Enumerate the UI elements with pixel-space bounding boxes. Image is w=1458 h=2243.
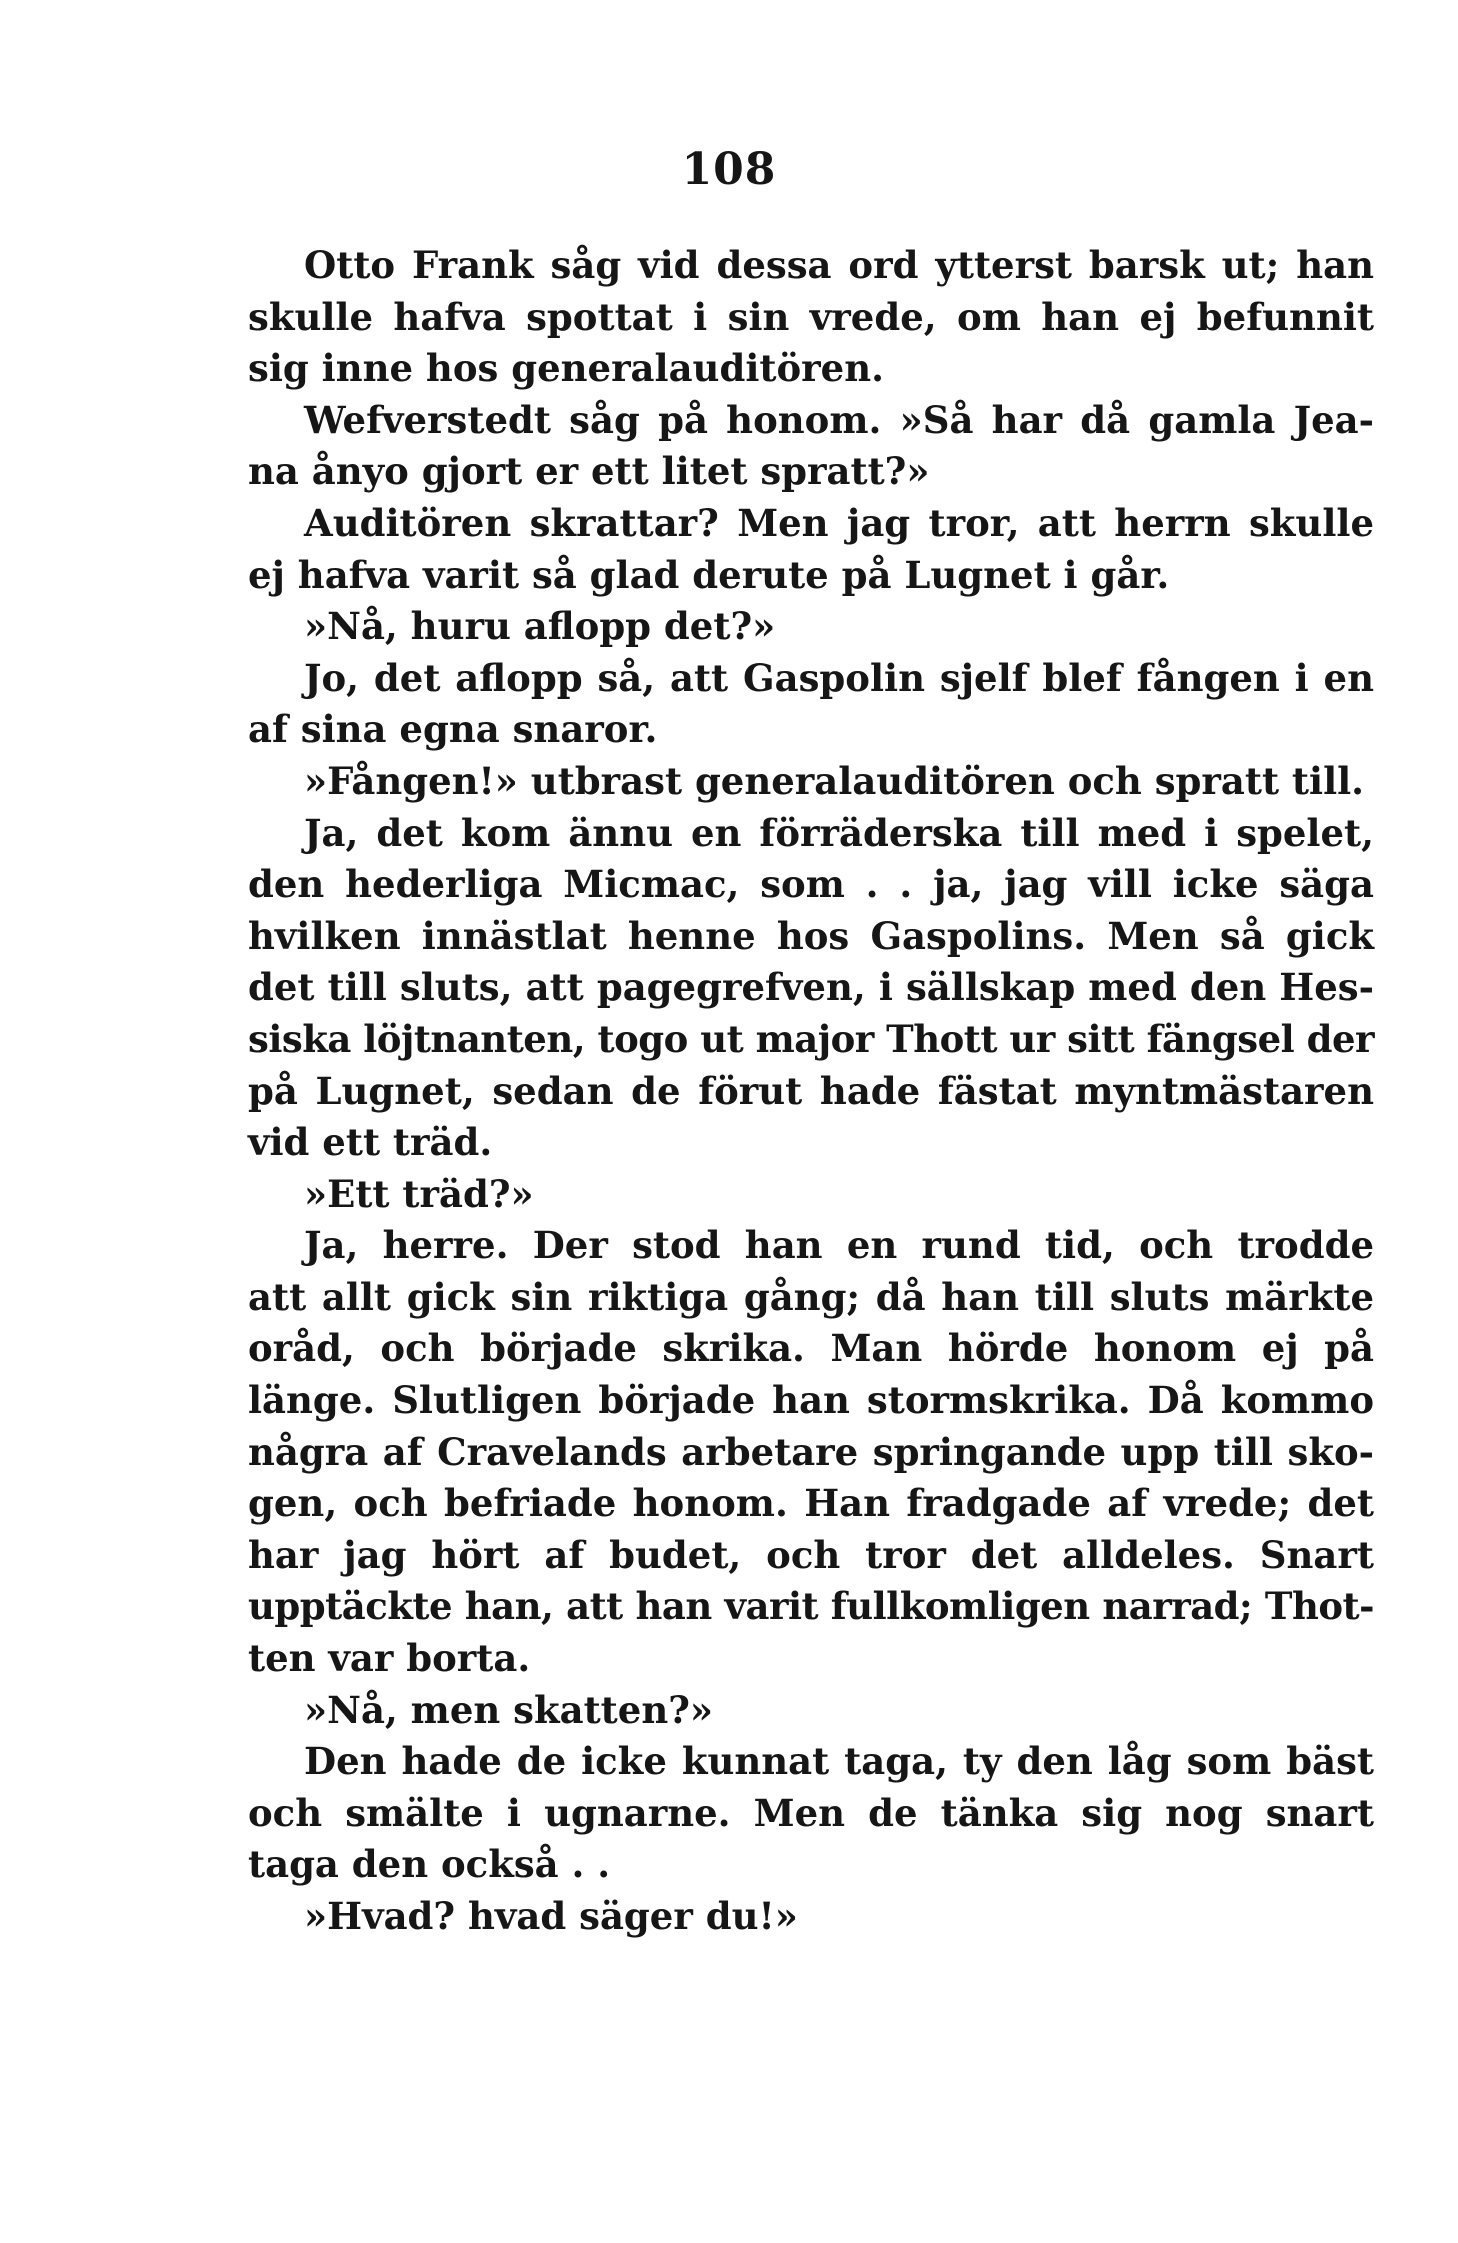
text-line: ten var borta. bbox=[248, 1636, 531, 1681]
text-line: »Hvad? hvad säger du!» bbox=[304, 1894, 798, 1938]
text-line: gen, och befriade honom. Han fradgade af vrede; det bbox=[248, 1481, 1374, 1526]
text-line: Wefverstedt såg på honom. »Så har då gamla Jea- bbox=[304, 397, 1374, 442]
body-text bbox=[248, 240, 1374, 1943]
text-line: har jag hört af budet, och tror det alldeles. Snart bbox=[248, 1532, 1374, 1577]
text-line: Otto Frank såg vid dessa ord ytterst barsk ut; han bbox=[304, 243, 1374, 287]
text-line: vid ett träd. bbox=[248, 1120, 493, 1165]
text-line: och smälte i ugnarne. Men de tänka sig nog snart bbox=[248, 1790, 1374, 1835]
text-line: det till sluts, att pagegrefven, i sällskap med den Hes- bbox=[248, 965, 1374, 1010]
text-line: »Nå, men skatten?» bbox=[304, 1687, 714, 1732]
text-line: skulle hafva spottat i sin vrede, om han ej befunnit bbox=[248, 294, 1374, 339]
text-line: »Fången!» utbrast generalauditören och spratt till. bbox=[304, 758, 1365, 803]
text-line: sig inne hos generalauditören. bbox=[248, 346, 884, 391]
text-line: hvilken innästlat henne hos Gaspolins. Men så gick bbox=[248, 913, 1374, 958]
text-line: några af Cravelands arbetare springande upp till sko- bbox=[248, 1429, 1374, 1474]
text-line: länge. Slutligen började han stormskrika. Då kommo bbox=[248, 1378, 1374, 1423]
text-line: Ja, det kom ännu en förräderska till med i spelet, bbox=[304, 810, 1374, 855]
text-line: na ånyo gjort er ett litet spratt?» bbox=[248, 449, 930, 494]
text-line: att allt gick sin riktiga gång; då han till sluts märkte bbox=[248, 1274, 1374, 1319]
text-line: »Nå, huru aflopp det?» bbox=[304, 604, 776, 649]
text-line: på Lugnet, sedan de förut hade fästat myntmästaren bbox=[248, 1068, 1374, 1113]
text-line: Auditören skrattar? Men jag tror, att herrn skulle bbox=[304, 500, 1374, 545]
page-number: 108 bbox=[681, 144, 777, 195]
text-line: ej hafva varit så glad derute på Lugnet i går. bbox=[248, 552, 1170, 597]
text-line: upptäckte han, att han varit fullkomligen narrad; Thot- bbox=[248, 1584, 1374, 1629]
text-line: siska löjtnanten, togo ut major Thott ur sitt fängsel der bbox=[248, 1016, 1374, 1061]
text-line: den hederliga Micmac, som . . ja, jag vill icke säga bbox=[248, 862, 1374, 907]
text-line: af sina egna snaror. bbox=[248, 707, 658, 752]
text-line: oråd, och började skrika. Man hörde honom ej på bbox=[248, 1326, 1374, 1371]
text-line: taga den också . . bbox=[248, 1842, 611, 1887]
text-line: Den hade de icke kunnat taga, ty den låg som bäst bbox=[304, 1739, 1374, 1784]
text-line: Jo, det aflopp så, att Gaspolin sjelf blef fången i en bbox=[304, 655, 1374, 700]
text-line: »Ett träd?» bbox=[304, 1171, 534, 1216]
text-line: Ja, herre. Der stod han en rund tid, och trodde bbox=[304, 1223, 1374, 1268]
